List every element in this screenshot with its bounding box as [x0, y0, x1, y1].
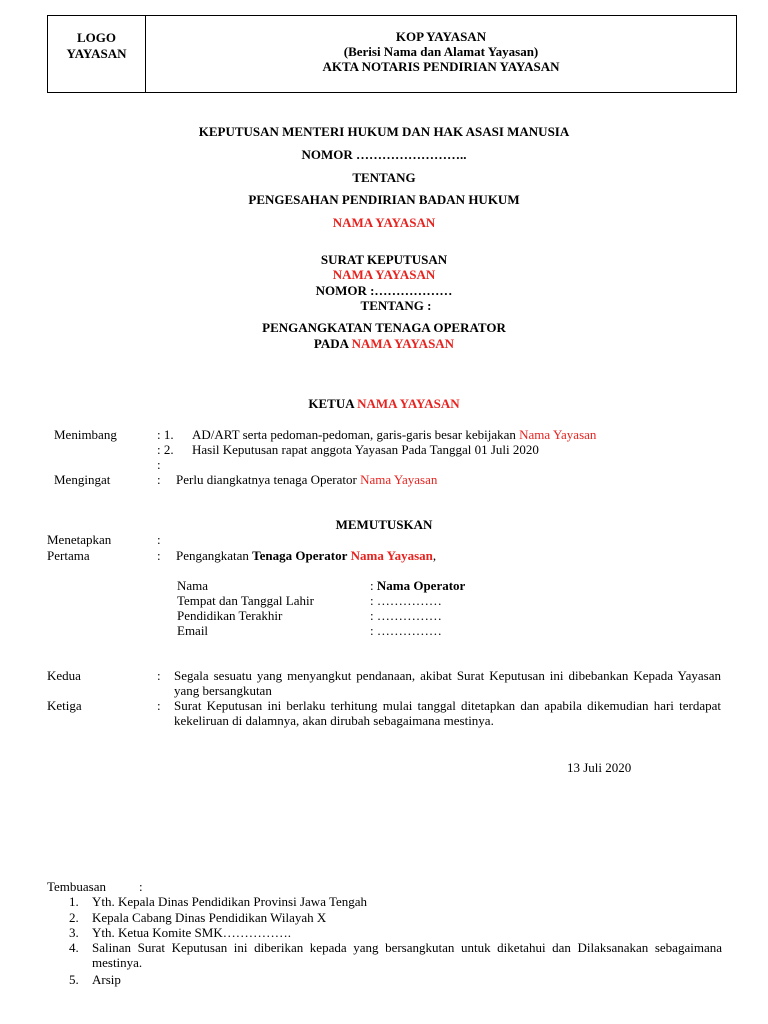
mengingat-text: [176, 472, 437, 488]
ketua-nama: NAMA YAYASAN: [357, 396, 460, 411]
menetapkan-colon: :: [157, 532, 161, 547]
sk-nama-yayasan: NAMA YAYASAN: [332, 267, 436, 282]
menimbang-num-1: : 1.: [157, 427, 174, 442]
menimbang-item-2: Hasil Keputusan rapat anggota Yayasan Pada Tanggal 01 Juli 2020: [192, 442, 539, 457]
kedua-text: Segala sesuatu yang menyangkut pendanaan, akibat Surat Keputusan ini dibebankan Kepada Yayasan yang bersangkutan: [174, 668, 721, 698]
tembusan-num-1: 1.: [69, 894, 79, 909]
logo-line-1: LOGO: [76, 30, 116, 45]
logo-placeholder: [48, 30, 145, 62]
pertama-text-bold: Tenaga Operator: [252, 548, 348, 563]
menimbang-extra-colon: :: [157, 457, 161, 472]
ketiga-label: Ketiga: [47, 698, 82, 713]
pertama-label: Pertama: [47, 548, 90, 563]
tembusan-num-4: 4.: [69, 940, 79, 955]
sk-pada-nama: NAMA YAYASAN: [351, 336, 455, 351]
identitas-value-pendidikan: : ……………: [370, 608, 442, 623]
menimbang-item-1: [192, 427, 596, 443]
menetapkan-label: Menetapkan: [47, 532, 112, 547]
menteri-pengesahan: PENGESAHAN PENDIRIAN BADAN HUKUM: [248, 192, 520, 207]
logo-line-2: YAYASAN: [66, 46, 127, 61]
sk-pada-line: [0, 336, 768, 352]
mengingat-text-red: Nama Yayasan: [360, 472, 438, 487]
tembusan-item-4: Salinan Surat Keputusan ini diberikan kepada yang bersangkutan untuk diketahui dan Dilaksanakan sebagaimana mestinya.: [92, 940, 722, 970]
mengingat-colon: :: [157, 472, 161, 487]
identitas-label-email: Email: [177, 623, 209, 638]
tembusan-item-1: Yth. Kepala Dinas Pendidikan Provinsi Jawa Tengah: [92, 894, 368, 909]
identitas-value-email: : ……………: [370, 623, 442, 638]
pertama-text-plain: Pengangkatan: [176, 548, 249, 563]
menimbang-item-1-red: Nama Yayasan: [519, 427, 597, 442]
ketua-label: KETUA: [308, 396, 354, 411]
sk-pengangkatan: PENGANGKATAN TENAGA OPERATOR: [262, 320, 506, 335]
pertama-colon: :: [157, 548, 161, 563]
kop-akta: AKTA NOTARIS PENDIRIAN YAYASAN: [322, 59, 560, 74]
ketiga-text: Surat Keputusan ini berlaku terhitung mulai tanggal ditetapkan dan apabila dikemudian hari terdapat kekeliruan di dalamnya, akan dirubah sebagaimana mestinya.: [174, 698, 721, 728]
tembusan-num-3: 3.: [69, 925, 79, 940]
date: 13 Juli 2020: [567, 760, 632, 775]
sk-title: SURAT KEPUTUSAN: [320, 252, 448, 267]
identitas-strong-nama: Nama Operator: [376, 578, 466, 593]
kop-title: KOP YAYASAN: [395, 29, 487, 44]
pertama-comma: ,: [432, 548, 437, 563]
tembusan-num-2: 2.: [69, 910, 79, 925]
menteri-tentang: TENTANG: [352, 170, 416, 185]
menimbang-num-2: : 2.: [157, 442, 174, 457]
sk-tentang: TENTANG :: [360, 298, 432, 313]
kop-subtitle: (Berisi Nama dan Alamat Yayasan): [343, 44, 539, 59]
sk-nomor: NOMOR :………………: [315, 283, 453, 298]
letterhead-text: [146, 29, 736, 74]
memutuskan-heading: MEMUTUSKAN: [335, 517, 433, 532]
pertama-text-red: Nama Yayasan: [350, 548, 433, 563]
sk-pada: PADA: [313, 336, 349, 351]
identitas-label-ttl: Tempat dan Tanggal Lahir: [177, 593, 314, 608]
letterhead-box: [47, 15, 737, 93]
menimbang-label: Menimbang: [54, 427, 117, 442]
ketiga-colon: :: [157, 698, 161, 713]
mengingat-text-plain: Perlu diangkatnya tenaga Operator: [176, 472, 357, 487]
tembusan-label: Tembuasan: [47, 879, 107, 894]
tembusan-item-3: Yth. Ketua Komite SMK…………….: [92, 925, 291, 940]
mengingat-label: Mengingat: [54, 472, 111, 487]
identitas-value-ttl: : ……………: [370, 593, 442, 608]
identitas-label-nama: Nama: [177, 578, 209, 593]
tembusan-colon: :: [139, 879, 143, 894]
menimbang-item-1-text: AD/ART serta pedoman-pedoman, garis-garis besar kebijakan: [192, 427, 516, 442]
tembusan-item-5: Arsip: [92, 972, 121, 987]
identitas-value-nama: [370, 578, 465, 594]
pertama-text: [176, 548, 436, 564]
kedua-label: Kedua: [47, 668, 81, 683]
tembusan-num-5: 5.: [69, 972, 79, 987]
menteri-nomor: NOMOR ……………………..: [301, 147, 467, 162]
tembusan-item-2: Kepala Cabang Dinas Pendidikan Wilayah X: [92, 910, 327, 925]
ketua-line: [0, 396, 768, 412]
identitas-colon-nama: :: [370, 578, 377, 593]
kedua-colon: :: [157, 668, 161, 683]
menteri-nama-yayasan: NAMA YAYASAN: [332, 215, 436, 230]
identitas-label-pendidikan: Pendidikan Terakhir: [177, 608, 283, 623]
menteri-title: KEPUTUSAN MENTERI HUKUM DAN HAK ASASI MANUSIA: [198, 124, 570, 139]
